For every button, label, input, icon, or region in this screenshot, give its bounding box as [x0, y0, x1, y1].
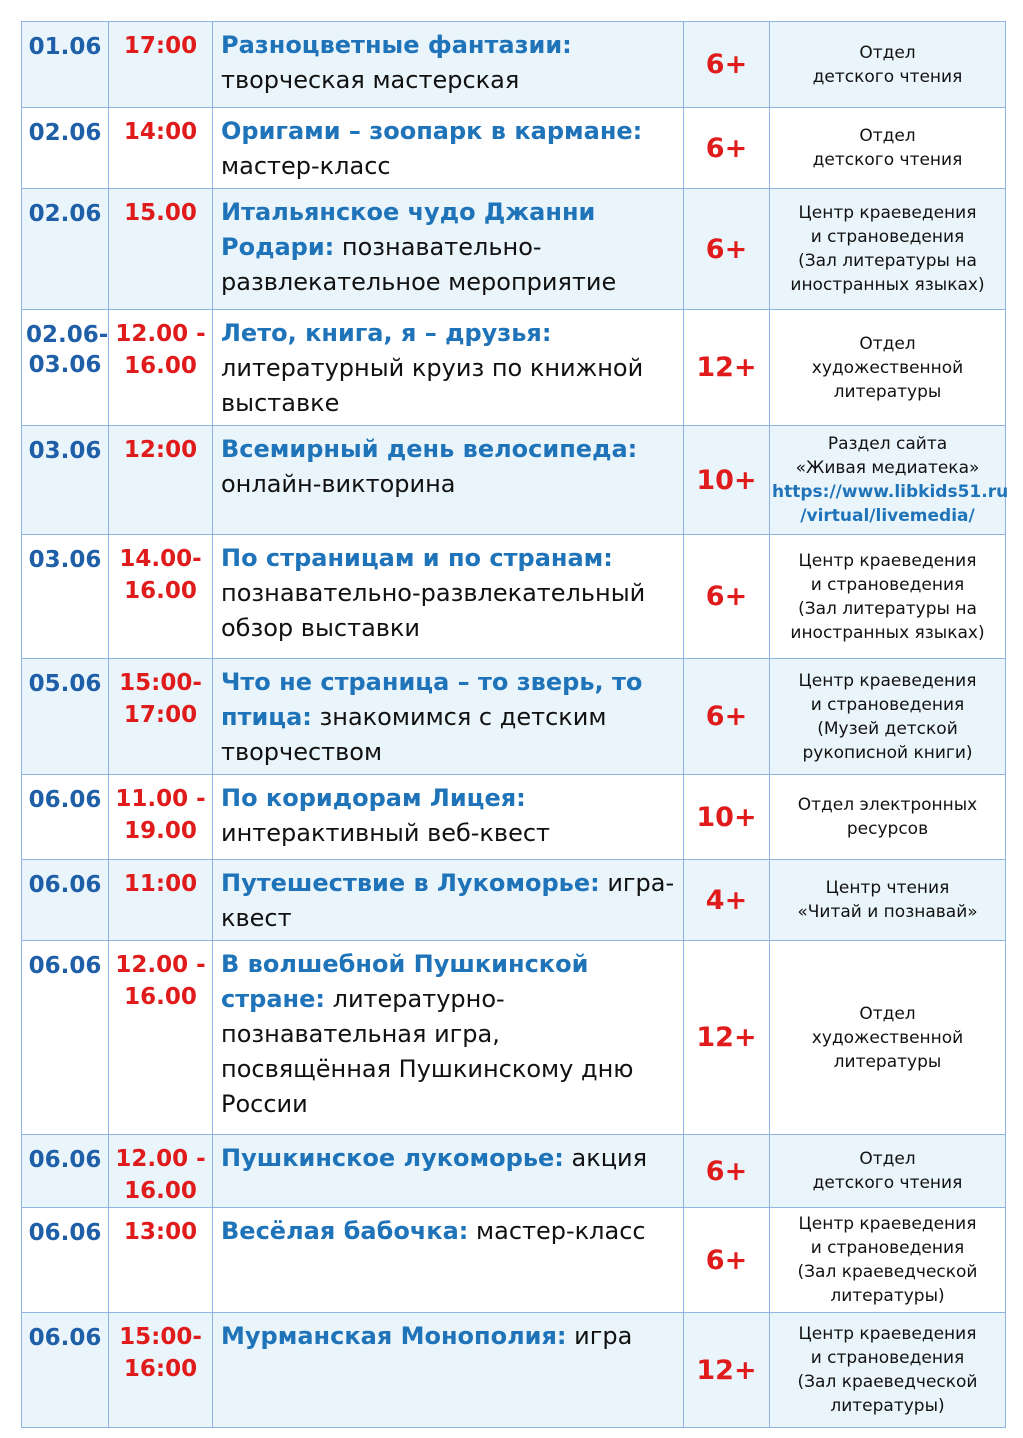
- event-time: [109, 22, 213, 108]
- event-location: [770, 1135, 1006, 1208]
- line: художественной: [811, 357, 964, 378]
- line: 02.06-: [26, 322, 109, 348]
- event-name: Что не страница – то зверь, то птица:: [221, 668, 643, 731]
- line: и страноведения: [810, 1238, 965, 1258]
- event-time: [109, 1208, 213, 1313]
- event-date: [22, 22, 109, 108]
- event-date: [22, 535, 109, 659]
- event-time: [109, 941, 213, 1135]
- event-date: [22, 860, 109, 941]
- event-time: [109, 1135, 213, 1208]
- line: 02.06: [28, 120, 102, 146]
- event-date: [22, 426, 109, 535]
- line: 06.06: [28, 787, 102, 813]
- event-location: [770, 426, 1009, 535]
- age-rating: 6+: [684, 108, 770, 189]
- line: 16.00: [124, 353, 197, 379]
- line: 06.06: [28, 872, 102, 898]
- event-row: [22, 426, 1006, 535]
- event-row: [22, 860, 1006, 941]
- event-location: [770, 535, 1006, 659]
- event-location: [770, 22, 1006, 108]
- event-date: [22, 1313, 109, 1428]
- event-row: [22, 535, 1006, 659]
- line: 16:00: [123, 1356, 198, 1382]
- line: Отдел: [859, 42, 916, 63]
- line: Отдел: [859, 126, 916, 146]
- event-name: Всемирный день велосипеда:: [221, 435, 638, 463]
- line: 05.06: [28, 671, 102, 697]
- event-name: По коридорам Лицея:: [221, 784, 526, 812]
- line: «Живая медиатека»: [795, 458, 980, 478]
- event-time: [109, 426, 213, 535]
- event-title: [213, 1313, 684, 1428]
- event-description: игра: [566, 1322, 633, 1350]
- event-time: [109, 775, 213, 860]
- line: 17:00: [123, 33, 198, 59]
- event-date: [22, 1208, 109, 1313]
- event-description: познавательно-развлекательный обзор выставки: [221, 579, 646, 642]
- line: 16.00: [124, 578, 197, 604]
- line: 12.00 -: [115, 1146, 206, 1172]
- line: 17:00: [123, 702, 198, 728]
- age-rating: 12+: [684, 310, 770, 426]
- event-description: познавательно-развлекательное мероприятие: [221, 233, 617, 296]
- event-date: [22, 310, 109, 426]
- event-description: онлайн-викторина: [221, 470, 456, 498]
- line: литературы): [830, 1396, 945, 1416]
- event-time: [109, 1313, 213, 1428]
- age-rating: 6+: [684, 22, 770, 108]
- line: 02.06: [28, 201, 102, 227]
- line: 06.06: [28, 953, 102, 979]
- line: Центр краеведения: [798, 1214, 977, 1234]
- event-title: [213, 860, 684, 941]
- event-name: Разноцветные фантазии:: [221, 31, 572, 59]
- line: детского чтения: [812, 66, 963, 87]
- line: 06.06: [28, 1325, 102, 1351]
- line: и страноведения: [810, 1348, 965, 1368]
- line: и страноведения: [810, 227, 965, 247]
- event-name: Оригами – зоопарк в кармане:: [221, 117, 643, 145]
- line: Отдел электронных: [797, 795, 978, 815]
- event-row: [22, 189, 1006, 310]
- age-rating: 10+: [684, 426, 770, 535]
- website-link[interactable]: /virtual/livemedia/: [800, 506, 975, 526]
- event-description: интерактивный веб-квест: [221, 819, 551, 847]
- age-rating: 10+: [684, 775, 770, 860]
- event-name: Лето, книга, я – друзья:: [221, 319, 552, 347]
- line: Раздел сайта: [827, 434, 948, 454]
- event-title: [213, 426, 684, 535]
- line: (Зал литературы на: [798, 251, 977, 271]
- event-name: В волшебной Пушкинской стране:: [221, 950, 589, 1013]
- line: 16.00: [124, 984, 197, 1010]
- line: 11:00: [123, 871, 198, 897]
- event-name: Мурманская Монополия:: [221, 1322, 567, 1350]
- age-rating: 6+: [684, 1208, 770, 1313]
- website-link[interactable]: https://www.libkids51.ru: [772, 482, 1009, 502]
- event-time: [109, 535, 213, 659]
- line: (Зал литературы на: [798, 598, 977, 619]
- event-location: [770, 310, 1006, 426]
- line: (Зал краеведческой: [797, 1262, 978, 1282]
- event-location: [770, 941, 1006, 1135]
- event-location: [770, 189, 1006, 310]
- event-name: По страницам и по странам:: [221, 544, 613, 572]
- event-description: мастер-класс: [468, 1217, 646, 1245]
- event-location: [770, 1313, 1006, 1428]
- event-row: [22, 1208, 1006, 1313]
- age-rating: 4+: [684, 860, 770, 941]
- line: 12:00: [123, 437, 198, 463]
- event-row: [22, 941, 1006, 1135]
- event-title: [213, 535, 684, 659]
- event-title: [213, 659, 684, 775]
- event-title: [213, 189, 684, 310]
- event-name: Путешествие в Лукоморье:: [221, 869, 600, 897]
- event-date: [22, 108, 109, 189]
- event-title: [213, 1135, 684, 1208]
- event-date: [22, 941, 109, 1135]
- event-time: [109, 310, 213, 426]
- line: 15.00: [124, 200, 197, 226]
- line: (Музей детской: [817, 718, 958, 739]
- line: литературы: [833, 1051, 942, 1072]
- event-row: [22, 1135, 1006, 1208]
- age-rating: 6+: [684, 1135, 770, 1208]
- event-location: [770, 775, 1006, 860]
- event-time: [109, 860, 213, 941]
- line: 11.00 -: [115, 786, 206, 812]
- line: Отдел: [859, 1003, 916, 1024]
- event-name: Пушкинское лукоморье:: [221, 1144, 564, 1172]
- line: 12.00 -: [115, 321, 206, 347]
- line: 03.06: [28, 547, 102, 573]
- event-description: литературный круиз по книжной выставке: [221, 354, 644, 417]
- event-name: Итальянское чудо Джанни Родари:: [221, 198, 596, 261]
- event-description: литературно-познавательная игра, посвящённая Пушкинскому дню России: [221, 985, 634, 1118]
- line: Отдел: [859, 1149, 916, 1169]
- line: иностранных языках): [790, 622, 985, 643]
- age-rating: 6+: [684, 659, 770, 775]
- age-rating: 6+: [684, 189, 770, 310]
- event-date: [22, 189, 109, 310]
- line: 19.00: [124, 818, 197, 844]
- line: детского чтения: [812, 150, 963, 170]
- event-location: [770, 860, 1006, 941]
- line: Центр краеведения: [798, 670, 977, 691]
- line: 06.06: [28, 1220, 102, 1246]
- line: 15:00-: [119, 1324, 202, 1350]
- line: рукописной книги): [802, 742, 973, 763]
- line: 16.00: [124, 1178, 197, 1204]
- age-rating: 12+: [684, 1313, 770, 1428]
- line: 13:00: [123, 1219, 198, 1245]
- event-row: [22, 108, 1006, 189]
- event-time: [109, 189, 213, 310]
- event-title: [213, 310, 684, 426]
- line: литературы: [833, 381, 942, 402]
- event-description: акция: [563, 1144, 648, 1172]
- event-location: [770, 659, 1006, 775]
- event-title: [213, 22, 684, 108]
- line: (Зал краеведческой: [797, 1372, 978, 1392]
- line: 14.00-: [119, 546, 202, 572]
- line: Центр краеведения: [798, 1324, 977, 1344]
- line: ресурсов: [846, 819, 929, 839]
- event-location: [770, 1208, 1006, 1313]
- event-date: [22, 775, 109, 860]
- line: Отдел: [859, 333, 916, 354]
- line: 14:00: [123, 119, 198, 145]
- event-title: [213, 1208, 684, 1313]
- line: 12.00 -: [115, 952, 206, 978]
- event-row: [22, 22, 1006, 108]
- line: 06.06: [28, 1147, 102, 1173]
- line: 03.06: [28, 438, 102, 464]
- line: Центр краеведения: [798, 550, 977, 571]
- line: иностранных языках): [790, 275, 985, 295]
- line: и страноведения: [810, 694, 965, 715]
- events-table: [21, 21, 1009, 1428]
- event-location: [770, 108, 1006, 189]
- event-row: [22, 775, 1006, 860]
- event-date: [22, 659, 109, 775]
- line: литературы): [830, 1286, 945, 1306]
- event-name: Весёлая бабочка:: [221, 1217, 469, 1245]
- event-title: [213, 775, 684, 860]
- age-rating: 12+: [684, 941, 770, 1135]
- event-time: [109, 659, 213, 775]
- event-description: знакомимся с детским творчеством: [221, 703, 607, 766]
- age-rating: 6+: [684, 535, 770, 659]
- event-row: [22, 310, 1006, 426]
- event-date: [22, 1135, 109, 1208]
- line: Центр краеведения: [798, 203, 977, 223]
- event-description: творческая мастерская: [221, 66, 520, 94]
- line: и страноведения: [810, 574, 965, 595]
- line: детского чтения: [812, 1173, 963, 1193]
- event-row: [22, 659, 1006, 775]
- event-row: [22, 1313, 1006, 1428]
- line: 03.06: [28, 352, 102, 378]
- event-description: мастер-класс: [221, 152, 391, 180]
- line: 15:00-: [119, 670, 202, 696]
- line: художественной: [811, 1027, 964, 1048]
- line: Центр чтения: [825, 878, 950, 898]
- line: «Читай и познавай»: [797, 902, 978, 922]
- event-title: [213, 108, 684, 189]
- event-title: [213, 941, 684, 1135]
- event-time: [109, 108, 213, 189]
- line: 01.06: [28, 34, 102, 60]
- event-description: игра-квест: [221, 869, 675, 932]
